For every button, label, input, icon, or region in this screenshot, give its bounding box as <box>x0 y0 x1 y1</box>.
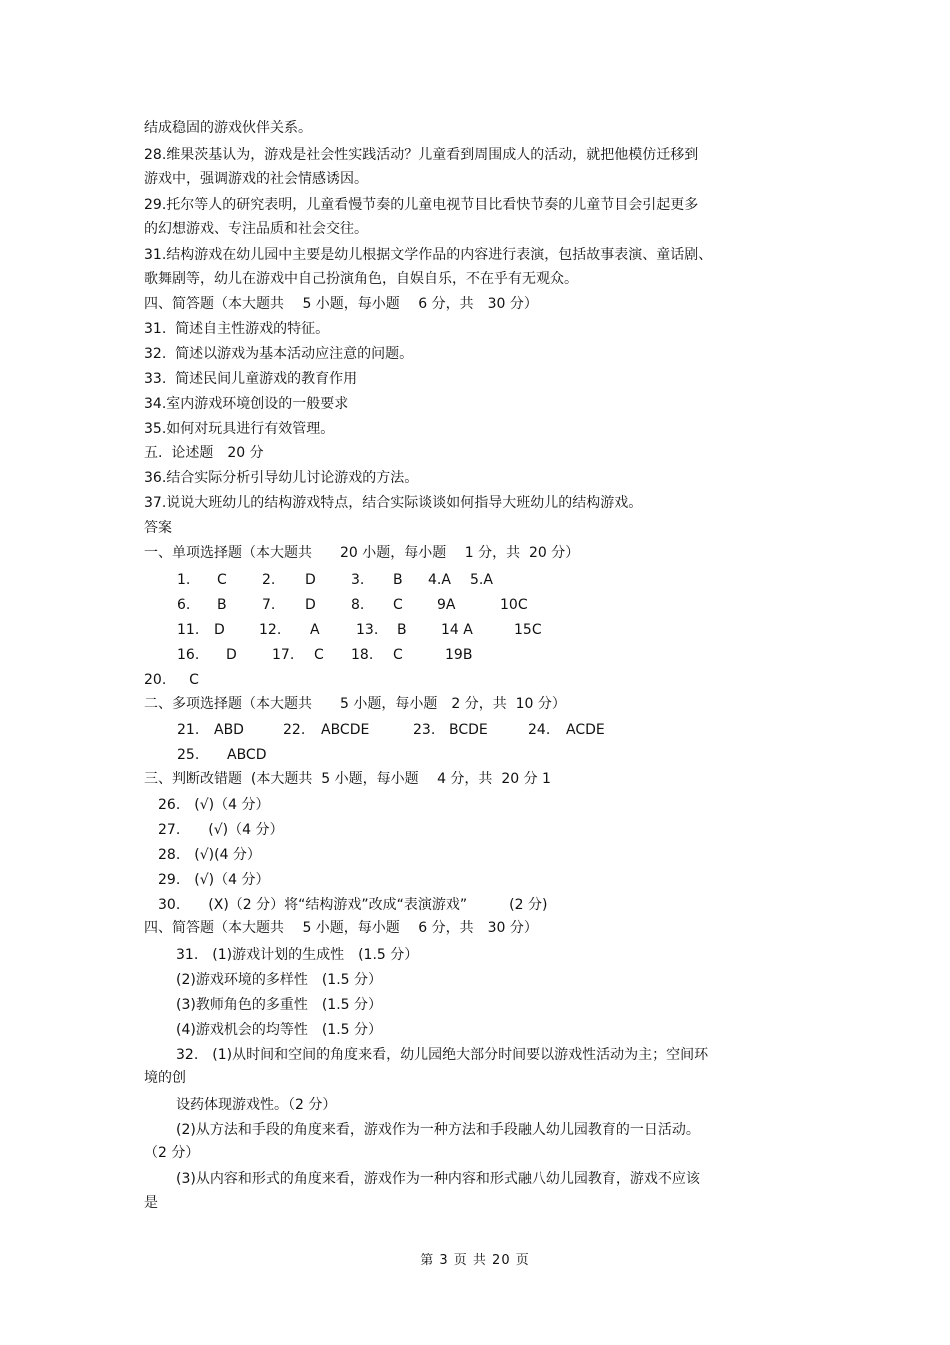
multi-answer: ABCDE <box>321 722 370 738</box>
mc-num: 12. <box>259 622 282 638</box>
text-line: 歌舞剧等，幼儿在游戏中自己扮演角色，自娱自乐，不在乎有无观众。 <box>144 271 578 287</box>
mc-answer: C <box>393 647 403 663</box>
question-item: 36.结合实际分析引导幼儿讨论游戏的方法。 <box>144 470 419 486</box>
multi-answer: BCDE <box>449 722 488 738</box>
mc-answer: 5.A <box>470 572 493 588</box>
answer-line: 设药体现游戏性。（2 分） <box>176 1097 337 1113</box>
page-footer: 第 3 页 共 20 页 <box>420 1253 530 1268</box>
answer-line: (2)游戏环境的多样性 (1.5 分） <box>176 972 383 988</box>
mc-num: 11. <box>177 622 200 638</box>
mc-answer: D <box>226 647 237 663</box>
question-item: 33. 简述民间儿童游戏的教育作用 <box>144 371 358 387</box>
answer-line: 境的创 <box>144 1070 186 1086</box>
text-line: 的幻想游戏、专注品质和社会交往。 <box>144 221 368 237</box>
multi-num: 21. <box>177 722 200 738</box>
mc-num: 2. <box>262 572 276 588</box>
mc-answer: 10C <box>500 597 528 613</box>
mc-num: 13. <box>356 622 379 638</box>
mc-answer: B <box>393 572 403 588</box>
tf-answer: 30. (X)（2 分）将“结构游戏”改成“表演游戏” (2 分) <box>158 897 548 913</box>
mc-num: 1. <box>177 572 191 588</box>
tf-answer: 29. (√)（4 分） <box>158 872 270 888</box>
text-line: 结成稳固的游戏伙伴关系。 <box>144 120 312 136</box>
question-item: 32. 简述以游戏为基本活动应注意的问题。 <box>144 346 414 362</box>
section-heading: 一、单项选择题（本大题共 20 小题，每小题 1 分，共 20 分） <box>144 545 580 561</box>
answer-line: (3)教师角色的多重性 (1.5 分） <box>176 997 383 1013</box>
question-item: 35.如何对玩具进行有效管理。 <box>144 421 335 437</box>
multi-num: 23. <box>413 722 436 738</box>
answer-line: 31. (1)游戏计划的生成性 (1.5 分） <box>176 947 419 963</box>
text-line: 游戏中，强调游戏的社会情感诱因。 <box>144 171 368 187</box>
mc-answer: 9A <box>437 597 456 613</box>
mc-answer: D <box>214 622 225 638</box>
answers-title: 答案 <box>144 520 172 536</box>
mc-num: 6. <box>177 597 191 613</box>
mc-answer-20: 20. C <box>144 672 199 688</box>
question-item: 37.说说大班幼儿的结构游戏特点，结合实际谈谈如何指导大班幼儿的结构游戏。 <box>144 495 643 511</box>
mc-answer: 15C <box>514 622 542 638</box>
multi-answer: ABD <box>214 722 244 738</box>
multi-num: 22. <box>283 722 306 738</box>
tf-answer: 26. (√)（4 分） <box>158 797 270 813</box>
section-heading: 四、简答题（本大题共 5 小题，每小题 6 分，共 30 分） <box>144 920 538 936</box>
mc-num: 3. <box>351 572 365 588</box>
mc-answer: C <box>314 647 324 663</box>
mc-num: 17. <box>272 647 295 663</box>
multi-answer: ABCD <box>227 747 267 763</box>
section-heading: 四、简答题（本大题共 5 小题，每小题 6 分，共 30 分） <box>144 296 538 312</box>
multi-num: 24. <box>528 722 551 738</box>
tf-answer: 28. (√)(4 分） <box>158 847 261 863</box>
mc-answer: B <box>397 622 407 638</box>
multi-num: 25. <box>177 747 200 763</box>
mc-num: 18. <box>351 647 374 663</box>
text-line: 28.维果茨基认为，游戏是社会性实践活动？儿童看到周围成人的活动，就把他模仿迁移到 <box>144 147 699 163</box>
question-item: 34.室内游戏环境创设的一般要求 <box>144 396 349 412</box>
mc-answer: B <box>217 597 227 613</box>
mc-num: 7. <box>262 597 276 613</box>
mc-answer: D <box>305 597 316 613</box>
mc-answer: C <box>217 572 227 588</box>
answer-line: (4)游戏机会的均等性 (1.5 分） <box>176 1022 383 1038</box>
mc-answer: A <box>310 622 320 638</box>
mc-answer: 19B <box>445 647 473 663</box>
answer-line: （2 分） <box>144 1145 200 1161</box>
answer-line: 是 <box>144 1195 158 1211</box>
section-heading: 三、判断改错题 (本大题共 5 小题，每小题 4 分，共 20 分 1 <box>144 771 551 787</box>
mc-num: 8. <box>351 597 365 613</box>
mc-answer: D <box>305 572 316 588</box>
section-heading: 五. 论述题 20 分 <box>144 445 264 461</box>
section-heading: 二、多项选择题（本大题共 5 小题，每小题 2 分，共 10 分） <box>144 696 566 712</box>
answer-line: (3)从内容和形式的角度来看，游戏作为一种内容和形式融八幼儿园教育，游戏不应该 <box>176 1171 700 1187</box>
mc-answer: C <box>393 597 403 613</box>
answer-line: (2)从方法和手段的角度来看，游戏作为一种方法和手段融人幼儿园教育的一日活动。 <box>176 1122 700 1138</box>
question-item: 31. 简述自主性游戏的特征。 <box>144 321 330 337</box>
multi-answer: ACDE <box>566 722 605 738</box>
text-line: 29.托尔等人的研究表明，儿童看慢节奏的儿童电视节目比看快节奏的儿童节目会引起更多 <box>144 197 699 213</box>
text-line: 31.结构游戏在幼儿园中主要是幼儿根据文学作品的内容进行表演，包括故事表演、童话剧、 <box>144 247 713 263</box>
answer-line: 32. (1)从时间和空间的角度来看，幼儿园绝大部分时间要以游戏性活动为主；空间环 <box>176 1047 709 1063</box>
mc-answer: 4.A <box>428 572 451 588</box>
mc-answer: 14 A <box>441 622 473 638</box>
tf-answer: 27. (√)（4 分） <box>158 822 284 838</box>
mc-num: 16. <box>177 647 200 663</box>
